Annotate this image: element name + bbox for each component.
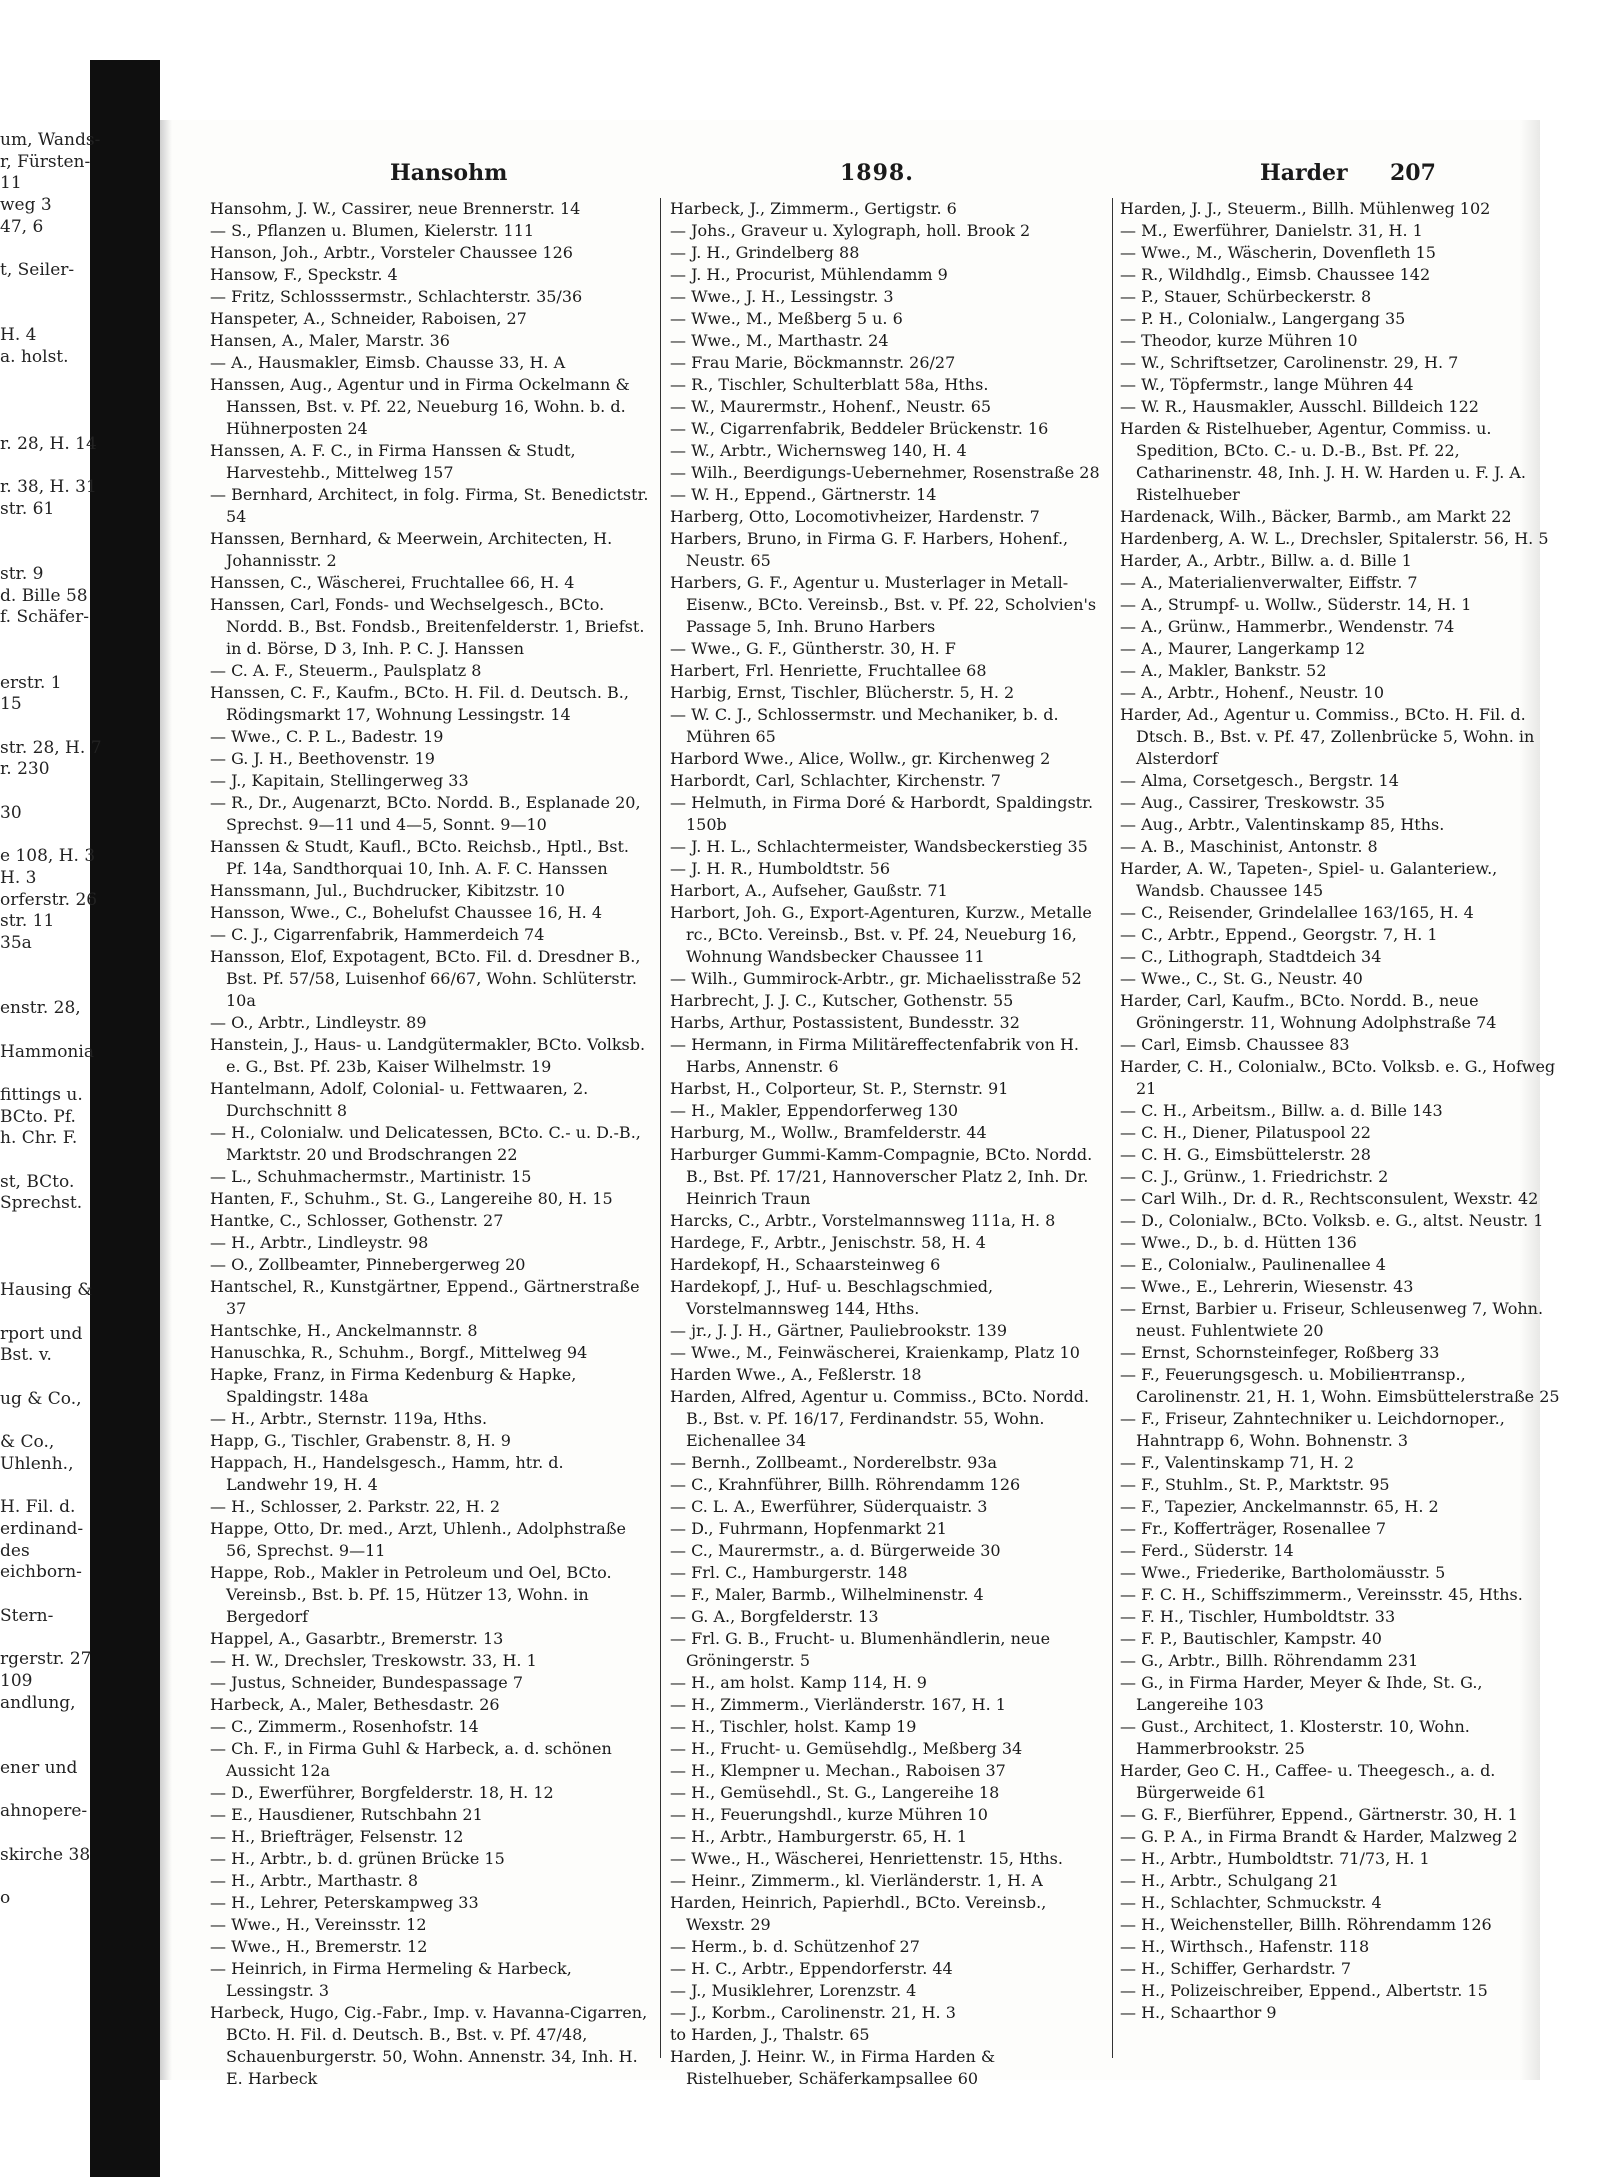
fragment-line [0,1259,120,1281]
directory-entry: Harder, C. H., Colonialw., BCto. Volksb. e. G., Hofweg 21 [1120,1057,1556,1098]
directory-entry: — R., Dr., Augenarzt, BCto. Nordd. B., Esplanade 20, Sprechst. 9—11 und 4—5, Sonnt. 9—10 [210,793,641,834]
directory-entry: — H., Polizeischreiber, Eppend., Albertstr. 15 [1120,1981,1488,2000]
directory-entry: Harbrecht, J. J. C., Kutscher, Gothenstr. 55 [670,991,1014,1010]
directory-entry: — Wwe., C., St. G., Neustr. 40 [1120,969,1363,988]
directory-entry: — M., Ewerführer, Danielstr. 31, H. 1 [1120,221,1423,240]
directory-entry: Hanten, F., Schuhm., St. G., Langereihe 80, H. 15 [210,1189,613,1208]
fragment-line: ug & Co., [0,1388,82,1409]
directory-entry: — C. A. F., Steuerm., Paulsplatz 8 [210,661,482,680]
directory-entry: — C. H., Arbeitsm., Billw. a. d. Bille 143 [1120,1101,1443,1120]
directory-entry: — F., Tapezier, Anckelmannstr. 65, H. 2 [1120,1497,1439,1516]
page-number: 207 [1390,160,1436,186]
directory-entry: — H., Feuerungshdl., kurze Mühren 10 [670,1805,988,1824]
directory-entry: Harbort, A., Aufseher, Gaußstr. 71 [670,881,948,900]
directory-entry: — H., Colonialw. und Delicatessen, BCto. C.- u. D.-B., Marktstr. 20 und Brodschrangen 22 [210,1123,641,1164]
directory-entry: — Frl. G. B., Frucht- u. Blumenhändlerin, neue Gröningerstr. 5 [670,1629,1051,1670]
directory-entry: Hanssen, Aug., Agentur und in Firma Ockelmann & Hanssen, Bst. v. Pf. 22, Neueburg 16, Wohn. b. d. Hühnerposten 24 [210,375,630,438]
directory-entry: Hanssen, Bernhard, & Meerwein, Architecten, H. Johannisstr. 2 [210,529,613,570]
directory-entry: Hapke, Franz, in Firma Kedenburg & Hapke, Spaldingstr. 148a [210,1365,577,1406]
fragment-line [0,1410,120,1432]
directory-entry: — Fritz, Schlosssermstr., Schlachterstr. 35/36 [210,287,583,306]
directory-entry: Happ, G., Tischler, Grabenstr. 8, H. 9 [210,1431,511,1450]
directory-entry: — C. J., Grünw., 1. Friedrichstr. 2 [1120,1167,1389,1186]
directory-entry: Harder, Ad., Agentur u. Commiss., BCto. H. Fil. d. Dtsch. B., Bst. v. Pf. 47, Zollenbrücke 5, Wohn. in Alsterdorf [1120,705,1535,768]
fragment-line: Hausing & [0,1280,93,1301]
directory-entry: — J. H., Procurist, Mühlendamm 9 [670,265,948,284]
directory-entry: — F. H., Tischler, Humboldtstr. 33 [1120,1607,1396,1626]
directory-entry: Harbeck, A., Maler, Bethesdastr. 26 [210,1695,500,1714]
fragment-line: rgerstr. 27 [0,1649,92,1670]
fragment-line: str. 61 [0,498,55,519]
directory-entry: — E., Colonialw., Paulinenallee 4 [1120,1255,1386,1274]
fragment-line: Stern- [0,1605,54,1626]
directory-entry: Hanssen & Studt, Kaufl., BCto. Reichsb., Hptl., Bst. Pf. 14a, Sandthorquai 10, Inh. A. F. C. Hanssen [210,837,630,878]
directory-entry: — Wwe., M., Wäscherin, Dovenfleth 15 [1120,243,1436,262]
directory-entry: — Wwe., E., Lehrerin, Wiesenstr. 43 [1120,1277,1414,1296]
directory-entry: — H., Schiffer, Gerhardstr. 7 [1120,1959,1352,1978]
directory-entry: — J. H., Grindelberg 88 [670,243,860,262]
directory-entry: Hanssmann, Jul., Buchdrucker, Kibitzstr. 10 [210,881,565,900]
directory-entry: Harbig, Ernst, Tischler, Blücherstr. 5, H. 2 [670,683,1015,702]
directory-entry: Hanssen, A. F. C., in Firma Hanssen & Studt, Harvestehb., Mittelweg 157 [210,441,576,482]
directory-entry: — H., am holst. Kamp 114, H. 9 [670,1673,927,1692]
directory-entry: Happe, Otto, Dr. med., Arzt, Uhlenh., Adolphstraße 56, Sprechst. 9—11 [210,1519,626,1560]
directory-entry: — W. R., Hausmakler, Ausschl. Billdeich 122 [1120,397,1479,416]
directory-entry: Harden, Heinrich, Papierhdl., BCto. Vereinsb., Wexstr. 29 [670,1893,1047,1934]
directory-entry: — C. J., Cigarrenfabrik, Hammerdeich 74 [210,925,545,944]
directory-entry: — H., Frucht- u. Gemüsehdlg., Meßberg 34 [670,1739,1023,1758]
directory-entry: — Frau Marie, Böckmannstr. 26/27 [670,353,956,372]
directory-entry: — Ernst, Schornsteinfeger, Roßberg 33 [1120,1343,1440,1362]
directory-entry: — Heinr., Zimmerm., kl. Vierländerstr. 1, H. A [670,1871,1043,1890]
directory-entry: — F., Maler, Barmb., Wilhelminenstr. 4 [670,1585,984,1604]
fragment-line: um, Wands- [0,130,101,150]
directory-entry: Hansen, A., Maler, Marstr. 36 [210,331,450,350]
fragment-line: H. 3 [0,867,37,888]
fragment-line: 47, 6 [0,216,44,237]
directory-entry: Harbordt, Carl, Schlachter, Kirchenstr. 7 [670,771,1001,790]
directory-entry: — Carl, Eimsb. Chaussee 83 [1120,1035,1350,1054]
directory-entry: — H., Arbtr., Hamburgerstr. 65, H. 1 [670,1827,968,1846]
directory-entry: — A., Strumpf- u. Wollw., Süderstr. 14, H. 1 [1120,595,1472,614]
fragment-line: ener und [0,1757,78,1778]
directory-entry: Hanssen, Carl, Fonds- und Wechselgesch., BCto. Nordd. B., Bst. Fondsb., Breitenfelderstr. 1, Briefst. in d. Börse, D 3, Inh. P. C. J. Hanssen [210,595,645,658]
fragment-line: o [0,1887,11,1908]
directory-entry: — F., Friseur, Zahntechniker u. Leichdornoper., Hahntrapp 6, Wohn. Bohnenstr. 3 [1120,1409,1505,1450]
column-rule [660,198,661,2058]
directory-entry: — H., Zimmerm., Vierländerstr. 167, H. 1 [670,1695,1006,1714]
directory-entry: — F., Feuerungsgesch. u. Mobiliентransp., Carolinenstr. 21, H. 1, Wohn. Eimsbüttelerstraße 25 [1120,1365,1560,1406]
directory-entry: — Herm., b. d. Schützenhof 27 [670,1937,920,1956]
directory-entry: Harbert, Frl. Henriette, Fruchtallee 68 [670,661,987,680]
directory-entry: Hanson, Joh., Arbtr., Vorsteler Chaussee 126 [210,243,573,262]
fragment-line: eichborn- [0,1562,82,1583]
fragment-line: 11 [0,173,22,194]
directory-entry: — W., Arbtr., Wichernsweg 140, H. 4 [670,441,967,460]
directory-entry: — Wwe., J. H., Lessingstr. 3 [670,287,894,306]
directory-entry: Harden, J. Heinr. W., in Firma Harden & Ristelhueber, Schäferkampsallee 60 [670,2047,996,2088]
directory-entry: Harberg, Otto, Locomotivheizer, Hardenstr. 7 [670,507,1040,526]
directory-entry: Harbort, Joh. G., Export-Agenturen, Kurzw., Metalle rc., BCto. Vereinsb., Bst. v. Pf. 24, Neueburg 16, Wohnung Wandsbecker Chaussee 11 [670,903,1092,966]
directory-entry: — Aug., Arbtr., Valentinskamp 85, Hths. [1120,815,1445,834]
fragment-line: BCto. Pf. [0,1106,76,1127]
directory-entry: — H., Schaarthor 9 [1120,2003,1277,2022]
fragment-line [0,976,120,998]
fragment-line: orferstr. 26 [0,889,98,910]
fragment-line: f. Schäfer- [0,607,89,628]
fragment-line: Bst. v. [0,1345,52,1366]
directory-entry: Harcks, C., Arbtr., Vorstelmannsweg 111a, H. 8 [670,1211,1056,1230]
directory-entry: Happel, A., Gasarbtr., Bremerstr. 13 [210,1629,504,1648]
directory-entry: Harder, Carl, Kaufm., BCto. Nordd. B., neue Gröningerstr. 11, Wohnung Adolphstraße 74 [1120,991,1497,1032]
directory-entry: — H., Arbtr., b. d. grünen Brücke 15 [210,1849,505,1868]
directory-page [160,120,1560,2088]
fragment-line [0,1367,120,1389]
directory-entry: — A., Arbtr., Hohenf., Neustr. 10 [1120,683,1385,702]
directory-entry: — Hermann, in Firma Militäreffectenfabrik von H. Harbs, Annenstr. 6 [670,1035,1079,1076]
directory-entry: — Alma, Corsetgesch., Bergstr. 14 [1120,771,1399,790]
fragment-line [0,1736,120,1758]
directory-entry: — F., Stuhlm., St. P., Marktstr. 95 [1120,1475,1390,1494]
directory-entry: Harder, Geo C. H., Caffee- u. Theegesch., a. d. Bürgerweide 61 [1120,1761,1496,1802]
fragment-line [0,542,120,564]
fragment-line: r. 38, H. 31 [0,477,97,498]
directory-entry: Harder, A. W., Tapeten-, Spiel- u. Galanteriew., Wandsb. Chaussee 145 [1120,859,1498,900]
fragment-line [0,1302,120,1324]
fragment-line: st, BCto. [0,1171,75,1192]
directory-entry: Harden, J. J., Steuerm., Billh. Mühlenweg 102 [1120,199,1491,218]
directory-entry: — J., Korbm., Carolinenstr. 21, H. 3 [670,2003,956,2022]
fragment-line [0,1237,120,1259]
directory-entry: Hansson, Elof, Expotagent, BCto. Fil. d. Dresdner B., Bst. Pf. 57/58, Luisenhof 66/67, Wohn. Schlüterstr. 10a [210,947,641,1010]
directory-entry: Hanuschka, R., Schuhm., Borgf., Mittelweg 94 [210,1343,588,1362]
directory-entry: — G. F., Bierführer, Eppend., Gärtnerstr. 30, H. 1 [1120,1805,1518,1824]
directory-entry: — Fr., Kofferträger, Rosenallee 7 [1120,1519,1387,1538]
fragment-line: 30 [0,802,22,823]
directory-entry: Happe, Rob., Makler in Petroleum und Oel, BCto. Vereinsb., Bst. b. Pf. 15, Hützer 13, Wohn. in Bergedorf [210,1563,612,1626]
fragment-line: enstr. 28, [0,998,81,1019]
fragment-line [0,955,120,977]
column-3 [1120,198,1560,2058]
directory-entry: — H., Briefträger, Felsenstr. 12 [210,1827,464,1846]
directory-entry: — Ferd., Süderstr. 14 [1120,1541,1294,1560]
directory-entry: — W. H., Eppend., Gärtnerstr. 14 [670,485,937,504]
fragment-line [0,1823,120,1845]
directory-entry: — jr., J. J. H., Gärtner, Pauliebrookstr. 139 [670,1321,1008,1340]
fragment-line [0,1476,120,1498]
fragment-line [0,304,120,326]
directory-entry: — Ernst, Barbier u. Friseur, Schleusenweg 7, Wohn. neust. Fuhlentwiete 20 [1120,1299,1544,1340]
fragment-line: d. Bille 58 [0,585,88,606]
fragment-line: 35a [0,933,32,954]
directory-entry: Hansohm, J. W., Cassirer, neue Brennerstr. 14 [210,199,581,218]
directory-entry: — Wwe., H., Bremerstr. 12 [210,1937,428,1956]
directory-entry: — Wwe., H., Wäscherei, Henriettenstr. 15, Hths. [670,1849,1063,1868]
fragment-line: 109 [0,1670,33,1691]
directory-entry: — H., Makler, Eppendorferweg 130 [670,1101,959,1120]
directory-entry: Hardenack, Wilh., Bäcker, Barmb., am Markt 22 [1120,507,1512,526]
directory-entry: Harbs, Arthur, Postassistent, Bundesstr. 32 [670,1013,1020,1032]
directory-entry: — H., Lehrer, Peterskampweg 33 [210,1893,479,1912]
directory-entry: — C. H. G., Eimsbüttelerstr. 28 [1120,1145,1371,1164]
fragment-line: str. 28, H. 7 [0,737,102,758]
fragment-line: rport und [0,1323,83,1344]
directory-entry: — O., Zollbeamter, Pinnebergerweg 20 [210,1255,526,1274]
directory-entry: Harburger Gummi-Kamm-Compagnie, BCto. Nordd. B., Bst. Pf. 17/21, Hannoverscher Platz 2, Inh. Dr. Heinrich Traun [670,1145,1093,1208]
directory-entry: Hanssen, C., Wäscherei, Fruchtallee 66, H. 4 [210,573,575,592]
directory-entry: Harburg, M., Wollw., Bramfelderstr. 44 [670,1123,987,1142]
running-head-right: Harder [1260,160,1348,186]
directory-entry: Harbeck, J., Zimmerm., Gertigstr. 6 [670,199,957,218]
directory-entry: — G. J. H., Beethovenstr. 19 [210,749,435,768]
fragment-line [0,1150,120,1172]
directory-entry: — C. L. A., Ewerführer, Süderquaistr. 3 [670,1497,988,1516]
directory-entry: — Helmuth, in Firma Doré & Harbordt, Spaldingstr. 150b [670,793,1094,834]
directory-entry: — C., Reisender, Grindelallee 163/165, H. 4 [1120,903,1474,922]
fragment-line: skirche 38 [0,1844,91,1865]
directory-entry: Harbers, G. F., Agentur u. Musterlager in Metall-Eisenw., BCto. Vereinsb., Bst. v. Pf. 22, Scholvien's Passage 5, Inh. Bruno Harbers [670,573,1097,636]
directory-entry: — Wilh., Gummirock-Arbtr., gr. Michaelisstraße 52 [670,969,1082,988]
directory-entry: Harden Wwe., A., Feßlerstr. 18 [670,1365,922,1384]
fragment-line: a. holst. [0,347,69,368]
fragment-line: t, Seiler- [0,260,75,281]
directory-entry: Hardege, F., Arbtr., Jenischstr. 58, H. 4 [670,1233,986,1252]
directory-entry: — H., Tischler, holst. Kamp 19 [670,1717,917,1736]
directory-entry: — W., Schriftsetzer, Carolinenstr. 29, H. 7 [1120,353,1459,372]
fragment-line [0,825,120,847]
fragment-line [0,1215,120,1237]
fragment-line [0,390,120,412]
fragment-line [0,1020,120,1042]
directory-entry: Harbers, Bruno, in Firma G. F. Harbers, Hohenf., Neustr. 65 [670,529,1069,570]
directory-entry: — Gust., Architect, 1. Klosterstr. 10, Wohn. Hammerbrookstr. 25 [1120,1717,1470,1758]
directory-entry: Hantke, C., Schlosser, Gothenstr. 27 [210,1211,504,1230]
directory-entry: — H., Arbtr., Schulgang 21 [1120,1871,1339,1890]
fragment-line: h. Chr. F. [0,1128,78,1149]
fragment-line [0,716,120,738]
directory-entry: — Johs., Graveur u. Xylograph, holl. Brook 2 [670,221,1031,240]
fragment-line [0,781,120,803]
directory-entry: — P., Stauer, Schürbeckerstr. 8 [1120,287,1372,306]
directory-entry: — Wwe., Friederike, Bartholomäusstr. 5 [1120,1563,1446,1582]
directory-entry: — E., Hausdiener, Rutschbahn 21 [210,1805,483,1824]
directory-entry: Hansson, Wwe., C., Bohelufst Chaussee 16, H. 4 [210,903,603,922]
directory-entry: — H., Weichensteller, Billh. Röhrendamm 126 [1120,1915,1492,1934]
directory-entry: — F., Valentinskamp 71, H. 2 [1120,1453,1355,1472]
directory-entry: — Wwe., C. P. L., Badestr. 19 [210,727,444,746]
directory-entry: Harbord Wwe., Alice, Wollw., gr. Kirchenweg 2 [670,749,1051,768]
directory-entry: — D., Ewerführer, Borgfelderstr. 18, H. 12 [210,1783,554,1802]
directory-entry: — Wwe., D., b. d. Hütten 136 [1120,1233,1357,1252]
fragment-line: Uhlenh., [0,1453,74,1474]
fragment-line [0,1714,120,1736]
directory-entry: — D., Fuhrmann, Hopfenmarkt 21 [670,1519,947,1538]
fragment-line: r, Fürsten- [0,151,91,172]
directory-entry: — H. C., Arbtr., Eppendorferstr. 44 [670,1959,953,1978]
directory-entry: — C., Maurermstr., a. d. Bürgerweide 30 [670,1541,1001,1560]
directory-entry: Hardekopf, H., Schaarsteinweg 6 [670,1255,941,1274]
running-head-left: Hansohm [390,160,508,186]
directory-entry: — S., Pflanzen u. Blumen, Kielerstr. 111 [210,221,535,240]
directory-entry: — P. H., Colonialw., Langergang 35 [1120,309,1406,328]
directory-entry: — J., Kapitain, Stellingerweg 33 [210,771,469,790]
directory-entry: Hardekopf, J., Huf- u. Beschlagschmied, Vorstelmannsweg 144, Hths. [670,1277,994,1318]
fragment-line: H. 4 [0,325,37,346]
fragment-line [0,651,120,673]
fragment-line [0,1628,120,1650]
directory-entry: — Wwe., H., Vereinsstr. 12 [210,1915,427,1934]
directory-entry: — J., Musiklehrer, Lorenzstr. 4 [670,1981,917,2000]
fragment-line: Sprechst. [0,1193,83,1214]
directory-entry: — F. P., Bautischler, Kampstr. 40 [1120,1629,1382,1648]
fragment-line: ahnopere- [0,1801,88,1822]
fragment-line: str. 11 [0,911,55,932]
directory-entry: Harden & Ristelhueber, Agentur, Commiss. u. Spedition, BCto. C.- u. D.-B., Bst. Pf. 22, Catharinenstr. 48, Inh. J. H. W. Harden u. F. J. A. Ristelhueber [1120,419,1527,504]
directory-entry: Hantelmann, Adolf, Colonial- u. Fettwaaren, 2. Durchschnitt 8 [210,1079,589,1120]
fragment-line: r. 230 [0,759,50,780]
directory-entry: — Frl. C., Hamburgerstr. 148 [670,1563,908,1582]
fragment-line [0,1063,120,1085]
directory-entry: — Bernh., Zollbeamt., Norderelbstr. 93a [670,1453,997,1472]
directory-entry: — C. H., Diener, Pilatuspool 22 [1120,1123,1371,1142]
directory-entry: — Wilh., Beerdigungs-Uebernehmer, Rosenstraße 28 [670,463,1100,482]
fragment-line: H. Fil. d. [0,1497,76,1518]
running-head-year: 1898. [840,160,914,186]
directory-entry: — C., Krahnführer, Billh. Röhrendamm 126 [670,1475,1021,1494]
fragment-line: andlung, [0,1692,76,1713]
directory-entry: — H., Schlosser, 2. Parkstr. 22, H. 2 [210,1497,501,1516]
directory-entry: — Theodor, kurze Mühren 10 [1120,331,1358,350]
directory-entry: — C., Lithograph, Stadtdeich 34 [1120,947,1382,966]
fragment-line [0,1866,120,1888]
directory-entry: — W., Töpfermstr., lange Mühren 44 [1120,375,1414,394]
fragment-line: des [0,1540,30,1561]
fragment-line [0,239,120,261]
directory-entry: — W., Cigarrenfabrik, Beddeler Brückenstr. 16 [670,419,1049,438]
directory-entry: Hanssen, C. F., Kaufm., BCto. H. Fil. d. Deutsch. B., Rödingsmarkt 17, Wohnung Lessingstr. 14 [210,683,629,724]
directory-entry: — H., Arbtr., Lindleystr. 98 [210,1233,429,1252]
fragment-line [0,521,120,543]
directory-entry: — A. B., Maschinist, Antonstr. 8 [1120,837,1378,856]
directory-entry: — H., Arbtr., Marthastr. 8 [210,1871,419,1890]
directory-entry: — Wwe., M., Meßberg 5 u. 6 [670,309,903,328]
directory-entry: — C., Zimmerm., Rosenhofstr. 14 [210,1717,479,1736]
directory-entry: — A., Makler, Bankstr. 52 [1120,661,1327,680]
directory-entry: Hardenberg, A. W. L., Drechsler, Spitalerstr. 56, H. 5 [1120,529,1549,548]
directory-entry: Harbeck, Hugo, Cig.-Fabr., Imp. v. Havanna-Cigarren, BCto. H. Fil. d. Deutsch. B., Bst. v. Pf. 47/48, Schauenburgerstr. 50, Wohn. Annenstr. 34, Inh. H. E. Harbeck [210,2003,648,2088]
gutter-shade [160,120,172,2080]
directory-entry: — H., Arbtr., Sternstr. 119a, Hths. [210,1409,488,1428]
directory-entry: — Wwe., M., Feinwäscherei, Kraienkamp, Platz 10 [670,1343,1080,1362]
fragment-line [0,1779,120,1801]
directory-entry: — A., Maurer, Langerkamp 12 [1120,639,1366,658]
fragment-line: Hammonia [0,1041,94,1062]
fragment-line [0,282,120,304]
fragment-line: r. 28, H. 14 [0,433,97,454]
directory-entry: — Ch. F., in Firma Guhl & Harbeck, a. d. schönen Aussicht 12a [210,1739,612,1780]
directory-entry: — Wwe., G. F., Güntherstr. 30, H. F [670,639,956,658]
fragment-line: e 108, H. 3 [0,846,96,867]
directory-entry: — H., Schlachter, Schmuckstr. 4 [1120,1893,1382,1912]
fragment-line: 15 [0,694,22,715]
directory-entry: — Justus, Schneider, Bundespassage 7 [210,1673,524,1692]
previous-page-fragment [0,130,120,2030]
column-2 [670,198,1105,2088]
fragment-line: erstr. 1 [0,672,62,693]
directory-entry: Hanspeter, A., Schneider, Raboisen, 27 [210,309,527,328]
page-header [160,160,1530,190]
directory-entry: — W., Maurermstr., Hohenf., Neustr. 65 [670,397,992,416]
directory-entry: — L., Schuhmachermstr., Martinistr. 15 [210,1167,532,1186]
directory-entry: — A., Hausmakler, Eimsb. Chausse 33, H. A [210,353,566,372]
directory-entry: — A., Grünw., Hammerbr., Wendenstr. 74 [1120,617,1455,636]
fragment-line: str. 9 [0,564,44,585]
directory-entry: — F. C. H., Schiffszimmerm., Vereinsstr. 45, Hths. [1120,1585,1523,1604]
directory-entry: — R., Tischler, Schulterblatt 58a, Hths. [670,375,989,394]
directory-entry: Hanstein, J., Haus- u. Landgütermakler, BCto. Volksb. e. G., Bst. Pf. 23b, Kaiser Wilhelmstr. 19 [210,1035,646,1076]
fragment-line [0,456,120,478]
directory-entry: — Bernhard, Architect, in folg. Firma, St. Benedictstr. 54 [210,485,649,526]
directory-entry: — H., Arbtr., Humboldtstr. 71/73, H. 1 [1120,1849,1430,1868]
directory-entry: — D., Colonialw., BCto. Volksb. e. G., altst. Neustr. 1 [1120,1211,1544,1230]
fragment-line: fittings u. [0,1084,83,1105]
directory-entry: — Wwe., M., Marthastr. 24 [670,331,889,350]
directory-entry: — J. H. R., Humboldtstr. 56 [670,859,891,878]
fragment-line [0,1584,120,1606]
fragment-line [0,412,120,434]
directory-entry: — G., Arbtr., Billh. Röhrendamm 231 [1120,1651,1419,1670]
fragment-line [0,369,120,391]
directory-entry: — H., Gemüsehdl., St. G., Langereihe 18 [670,1783,1000,1802]
directory-entry: Hantschel, R., Kunstgärtner, Eppend., Gärtnerstraße 37 [210,1277,640,1318]
directory-entry: — G. P. A., in Firma Brandt & Harder, Malzweg 2 [1120,1827,1518,1846]
column-rule [1112,198,1113,2058]
column-1 [210,198,650,2088]
directory-entry: — H. W., Drechsler, Treskowstr. 33, H. 1 [210,1651,537,1670]
directory-entry: — W. C. J., Schlossermstr. und Mechaniker, b. d. Mühren 65 [670,705,1059,746]
directory-entry: — H., Wirthsch., Hafenstr. 118 [1120,1937,1370,1956]
directory-entry: — O., Arbtr., Lindleystr. 89 [210,1013,427,1032]
fragment-line: & Co., [0,1432,55,1453]
directory-entry: — G. A., Borgfelderstr. 13 [670,1607,879,1626]
directory-entry: to Harden, J., Thalstr. 65 [670,2025,870,2044]
directory-entry: Harbst, H., Colporteur, St. P., Sternstr. 91 [670,1079,1009,1098]
fragment-line: erdinand- [0,1519,84,1539]
directory-entry: — R., Wildhdlg., Eimsb. Chaussee 142 [1120,265,1431,284]
directory-entry: — C., Arbtr., Eppend., Georgstr. 7, H. 1 [1120,925,1438,944]
directory-entry: — Carl Wilh., Dr. d. R., Rechtsconsulent, Wexstr. 42 [1120,1189,1539,1208]
directory-entry: — J. H. L., Schlachtermeister, Wandsbeckerstieg 35 [670,837,1088,856]
directory-entry: Harder, A., Arbtr., Billw. a. d. Bille 1 [1120,551,1412,570]
directory-entry: — H., Klempner u. Mechan., Raboisen 37 [670,1761,1006,1780]
directory-entry: Harden, Alfred, Agentur u. Commiss., BCto. Nordd. B., Bst. v. Pf. 16/17, Ferdinandstr. 55, Wohn. Eichenallee 34 [670,1387,1090,1450]
directory-entry: Hansow, F., Speckstr. 4 [210,265,398,284]
directory-entry: — Aug., Cassirer, Treskowstr. 35 [1120,793,1386,812]
fragment-line [0,629,120,651]
directory-entry: Hantschke, H., Anckelmannstr. 8 [210,1321,478,1340]
directory-entry: Happach, H., Handelsgesch., Hamm, htr. d. Landwehr 19, H. 4 [210,1453,564,1494]
fragment-line: weg 3 [0,195,52,216]
directory-entry: — A., Materialienverwalter, Eiffstr. 7 [1120,573,1418,592]
directory-entry: — Heinrich, in Firma Hermeling & Harbeck, Lessingstr. 3 [210,1959,572,2000]
directory-entry: — G., in Firma Harder, Meyer & Ihde, St. G., Langereihe 103 [1120,1673,1483,1714]
